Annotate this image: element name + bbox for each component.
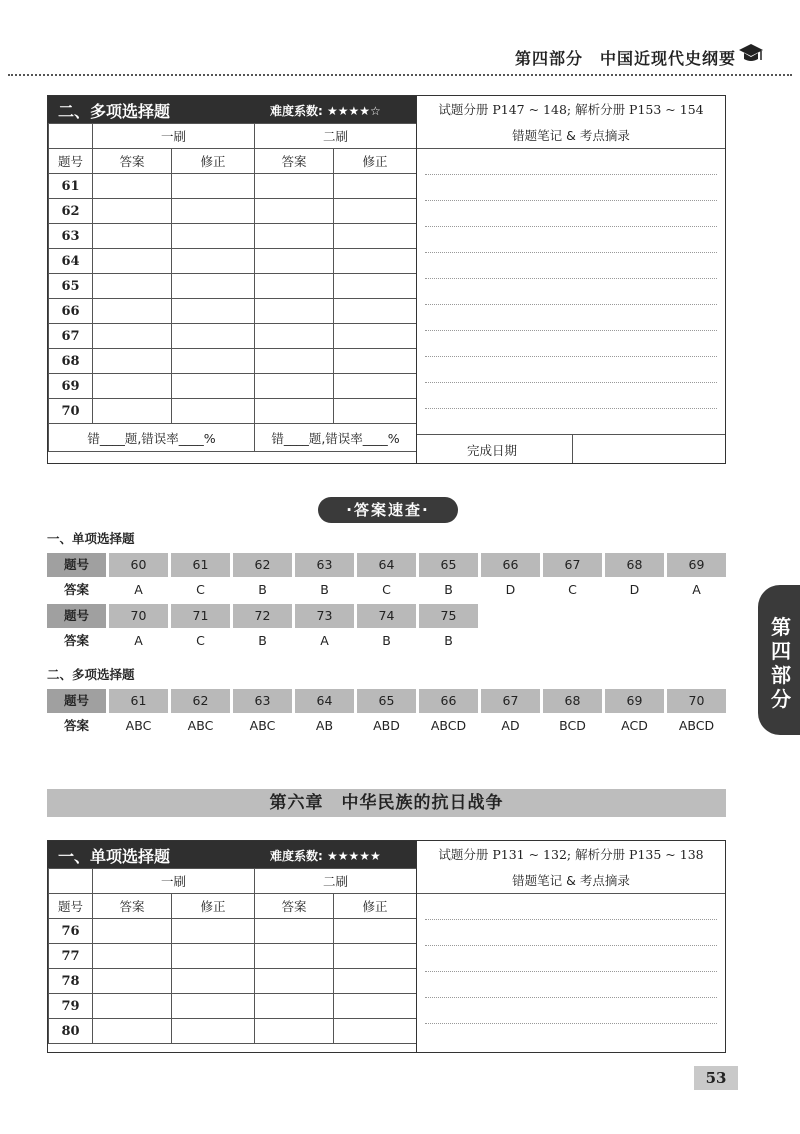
key-question-number: 64 <box>295 689 354 713</box>
key-question-number: 69 <box>667 553 726 577</box>
key-question-number: 63 <box>295 553 354 577</box>
question-row <box>49 274 417 299</box>
answer-cell <box>255 274 334 299</box>
note-line <box>425 356 717 357</box>
answer-cell <box>255 374 334 399</box>
correction-cell <box>172 919 255 944</box>
multi-choice-worksheet <box>47 95 726 464</box>
correction-cell <box>334 1019 417 1044</box>
note-line <box>425 200 717 201</box>
key-answer: AB <box>315 718 334 733</box>
key-answer: ABCD <box>430 718 467 733</box>
answer-cell <box>255 969 334 994</box>
column-header-answer: 答案 <box>255 894 334 919</box>
question-row <box>49 399 417 424</box>
notes-header: 错题笔记 & 考点摘录 <box>417 123 725 149</box>
answer-grid <box>48 123 417 452</box>
worksheet-heading <box>48 96 416 123</box>
note-line <box>425 226 717 227</box>
completion-date-row <box>417 434 725 463</box>
key-answer: C <box>568 582 577 597</box>
running-header-title: 第四部分 中国近现代史纲要 <box>514 49 736 68</box>
note-line <box>425 304 717 305</box>
question-number: 79 <box>49 994 93 1019</box>
single-key-number-row-1 <box>47 553 729 577</box>
answer-cell <box>255 1019 334 1044</box>
question-row <box>49 299 417 324</box>
correction-cell <box>334 174 417 199</box>
correction-cell <box>334 349 417 374</box>
question-number: 63 <box>49 224 93 249</box>
key-question-number: 75 <box>419 604 478 628</box>
correction-cell <box>172 174 255 199</box>
key-question-number: 62 <box>233 553 292 577</box>
question-row <box>49 919 417 944</box>
page-number: 53 <box>694 1066 738 1090</box>
column-header-number: 题号 <box>49 149 93 174</box>
correction-cell <box>172 224 255 249</box>
error-tally-round-two: 错____题,错误率____% <box>255 424 417 452</box>
key-answer: C <box>382 582 391 597</box>
note-line <box>425 971 717 972</box>
date-divider <box>572 435 573 463</box>
key-question-number: 74 <box>357 604 416 628</box>
column-header-correction: 修正 <box>334 894 417 919</box>
page-reference: 试题分册 P131 ~ 132; 解析分册 P135 ~ 138 <box>416 841 725 868</box>
key-question-number: 63 <box>233 689 292 713</box>
key-answer: ACD <box>621 718 648 733</box>
question-row <box>49 994 417 1019</box>
difficulty-rating: 难度系数: ★★★★★ <box>270 849 381 863</box>
correction-cell <box>334 274 417 299</box>
note-line <box>425 919 717 920</box>
correction-cell <box>172 249 255 274</box>
note-line <box>425 174 717 175</box>
correction-cell <box>334 224 417 249</box>
key-answer: C <box>196 633 205 648</box>
correction-cell <box>334 944 417 969</box>
round-one-header: 一刷 <box>93 124 255 149</box>
answer-cell <box>93 324 172 349</box>
answer-cell <box>93 199 172 224</box>
correction-cell <box>334 199 417 224</box>
single-key-answer-row-1 <box>47 579 729 601</box>
question-number: 67 <box>49 324 93 349</box>
answer-grid <box>48 868 417 1044</box>
key-question-number: 60 <box>109 553 168 577</box>
question-number: 65 <box>49 274 93 299</box>
key-answer: ABC <box>187 718 214 733</box>
note-line <box>425 997 717 998</box>
column-header-answer: 答案 <box>93 149 172 174</box>
answer-cell <box>93 249 172 274</box>
key-answer: B <box>320 582 329 597</box>
key-question-number: 67 <box>543 553 602 577</box>
completion-date-label: 完成日期 <box>467 443 518 458</box>
notes-header: 错题笔记 & 考点摘录 <box>417 868 725 894</box>
question-row <box>49 224 417 249</box>
answer-cell <box>93 274 172 299</box>
correction-cell <box>334 324 417 349</box>
question-row <box>49 349 417 374</box>
blank-corner <box>49 869 93 894</box>
key-question-number: 70 <box>109 604 168 628</box>
question-number: 62 <box>49 199 93 224</box>
answer-cell <box>93 969 172 994</box>
graduation-cap-icon <box>738 42 764 66</box>
key-answer: B <box>382 633 391 648</box>
answer-cell <box>255 249 334 274</box>
question-number: 78 <box>49 969 93 994</box>
question-row <box>49 1019 417 1044</box>
answer-cell <box>255 944 334 969</box>
column-header-answer: 答案 <box>93 894 172 919</box>
key-question-number: 62 <box>171 689 230 713</box>
key-answer: AD <box>501 718 520 733</box>
correction-cell <box>334 374 417 399</box>
difficulty-rating: 难度系数: ★★★★☆ <box>270 104 381 118</box>
side-tab-label: 第四部分 <box>771 615 791 711</box>
key-answer: ABD <box>373 718 400 733</box>
note-line <box>425 382 717 383</box>
answer-cell <box>255 994 334 1019</box>
answer-cell <box>255 919 334 944</box>
part-side-tab <box>758 585 800 735</box>
correction-cell <box>334 994 417 1019</box>
note-line <box>425 1023 717 1024</box>
key-question-number: 68 <box>543 689 602 713</box>
key-answer-label: 答案 <box>63 718 89 733</box>
notes-area <box>416 123 725 463</box>
question-row <box>49 324 417 349</box>
key-question-number: 61 <box>109 689 168 713</box>
answer-cell <box>93 174 172 199</box>
correction-cell <box>172 944 255 969</box>
key-question-number: 65 <box>419 553 478 577</box>
correction-cell <box>334 249 417 274</box>
single-key-number-row-2 <box>47 604 481 628</box>
question-row <box>49 199 417 224</box>
column-header-correction: 修正 <box>172 894 255 919</box>
question-row <box>49 249 417 274</box>
round-one-header: 一刷 <box>93 869 255 894</box>
key-number-label: 题号 <box>47 689 106 713</box>
answer-cell <box>93 919 172 944</box>
answer-cell <box>93 994 172 1019</box>
question-number: 80 <box>49 1019 93 1044</box>
question-number: 68 <box>49 349 93 374</box>
multi-key-answer-row <box>47 715 729 737</box>
answer-cell <box>255 349 334 374</box>
question-number: 69 <box>49 374 93 399</box>
key-answer: BCD <box>559 718 586 733</box>
key-question-number: 73 <box>295 604 354 628</box>
key-question-number: 66 <box>481 553 540 577</box>
answer-cell <box>93 299 172 324</box>
page-header <box>0 30 800 80</box>
question-row <box>49 174 417 199</box>
note-line <box>425 252 717 253</box>
key-question-number: 65 <box>357 689 416 713</box>
column-header-correction: 修正 <box>334 149 417 174</box>
correction-cell <box>334 299 417 324</box>
answer-cell <box>93 944 172 969</box>
question-number: 77 <box>49 944 93 969</box>
header-divider <box>8 74 792 76</box>
answer-cell <box>255 324 334 349</box>
question-row <box>49 944 417 969</box>
key-answer-label: 答案 <box>63 633 89 648</box>
question-row <box>49 374 417 399</box>
key-answer: ABC <box>125 718 152 733</box>
key-question-number: 70 <box>667 689 726 713</box>
answer-key-badge: ·答案速查· <box>318 497 458 523</box>
correction-cell <box>172 399 255 424</box>
correction-cell <box>172 349 255 374</box>
question-row <box>49 969 417 994</box>
chapter-title: 第六章 中华民族的抗日战争 <box>47 789 726 817</box>
worksheet-heading <box>48 841 416 868</box>
key-question-number: 66 <box>419 689 478 713</box>
key-answer-label: 答案 <box>63 582 89 597</box>
key-answer: A <box>692 582 701 597</box>
column-header-correction: 修正 <box>172 149 255 174</box>
worksheet-title: 一、单项选择题 <box>58 847 171 866</box>
column-header-number: 题号 <box>49 894 93 919</box>
multi-choice-key-title: 二、多项选择题 <box>47 667 135 682</box>
key-answer: B <box>444 633 453 648</box>
correction-cell <box>334 969 417 994</box>
answer-cell <box>93 349 172 374</box>
key-question-number: 69 <box>605 689 664 713</box>
key-answer: ABCD <box>678 718 715 733</box>
correction-cell <box>334 919 417 944</box>
key-answer: ABC <box>249 718 276 733</box>
key-question-number: 71 <box>171 604 230 628</box>
answer-cell <box>93 224 172 249</box>
answer-cell <box>93 399 172 424</box>
key-question-number: 72 <box>233 604 292 628</box>
single-key-answer-row-2 <box>47 630 481 652</box>
answer-cell <box>255 224 334 249</box>
correction-cell <box>334 399 417 424</box>
key-question-number: 68 <box>605 553 664 577</box>
key-question-number: 61 <box>171 553 230 577</box>
question-number: 61 <box>49 174 93 199</box>
note-line <box>425 330 717 331</box>
key-question-number: 67 <box>481 689 540 713</box>
blank-corner <box>49 124 93 149</box>
column-header-answer: 答案 <box>255 149 334 174</box>
notes-area <box>416 868 725 1052</box>
answer-cell <box>93 1019 172 1044</box>
key-answer: D <box>629 582 640 597</box>
single-choice-key-title: 一、单项选择题 <box>47 531 135 546</box>
round-two-header: 二刷 <box>255 869 417 894</box>
correction-cell <box>172 299 255 324</box>
key-answer: A <box>134 582 143 597</box>
key-answer: A <box>320 633 329 648</box>
note-line <box>425 278 717 279</box>
answer-cell <box>255 399 334 424</box>
single-choice-worksheet <box>47 840 726 1053</box>
key-question-number: 64 <box>357 553 416 577</box>
correction-cell <box>172 199 255 224</box>
key-number-label: 题号 <box>47 604 106 628</box>
question-number: 70 <box>49 399 93 424</box>
correction-cell <box>172 994 255 1019</box>
key-number-label: 题号 <box>47 553 106 577</box>
key-answer: A <box>134 633 143 648</box>
key-answer: D <box>505 582 516 597</box>
key-answer: C <box>196 582 205 597</box>
answer-cell <box>255 299 334 324</box>
answer-cell <box>255 174 334 199</box>
question-number: 64 <box>49 249 93 274</box>
worksheet-title: 二、多项选择题 <box>58 102 171 121</box>
page-reference: 试题分册 P147 ~ 148; 解析分册 P153 ~ 154 <box>416 96 725 123</box>
question-number: 76 <box>49 919 93 944</box>
note-line <box>425 945 717 946</box>
error-tally-round-one: 错____题,错误率____% <box>49 424 255 452</box>
correction-cell <box>172 274 255 299</box>
correction-cell <box>172 324 255 349</box>
answer-cell <box>93 374 172 399</box>
multi-key-number-row <box>47 689 729 713</box>
round-two-header: 二刷 <box>255 124 417 149</box>
answer-cell <box>255 199 334 224</box>
correction-cell <box>172 374 255 399</box>
question-number: 66 <box>49 299 93 324</box>
correction-cell <box>172 969 255 994</box>
correction-cell <box>172 1019 255 1044</box>
key-answer: B <box>258 582 267 597</box>
key-answer: B <box>258 633 267 648</box>
note-line <box>425 408 717 409</box>
key-answer: B <box>444 582 453 597</box>
